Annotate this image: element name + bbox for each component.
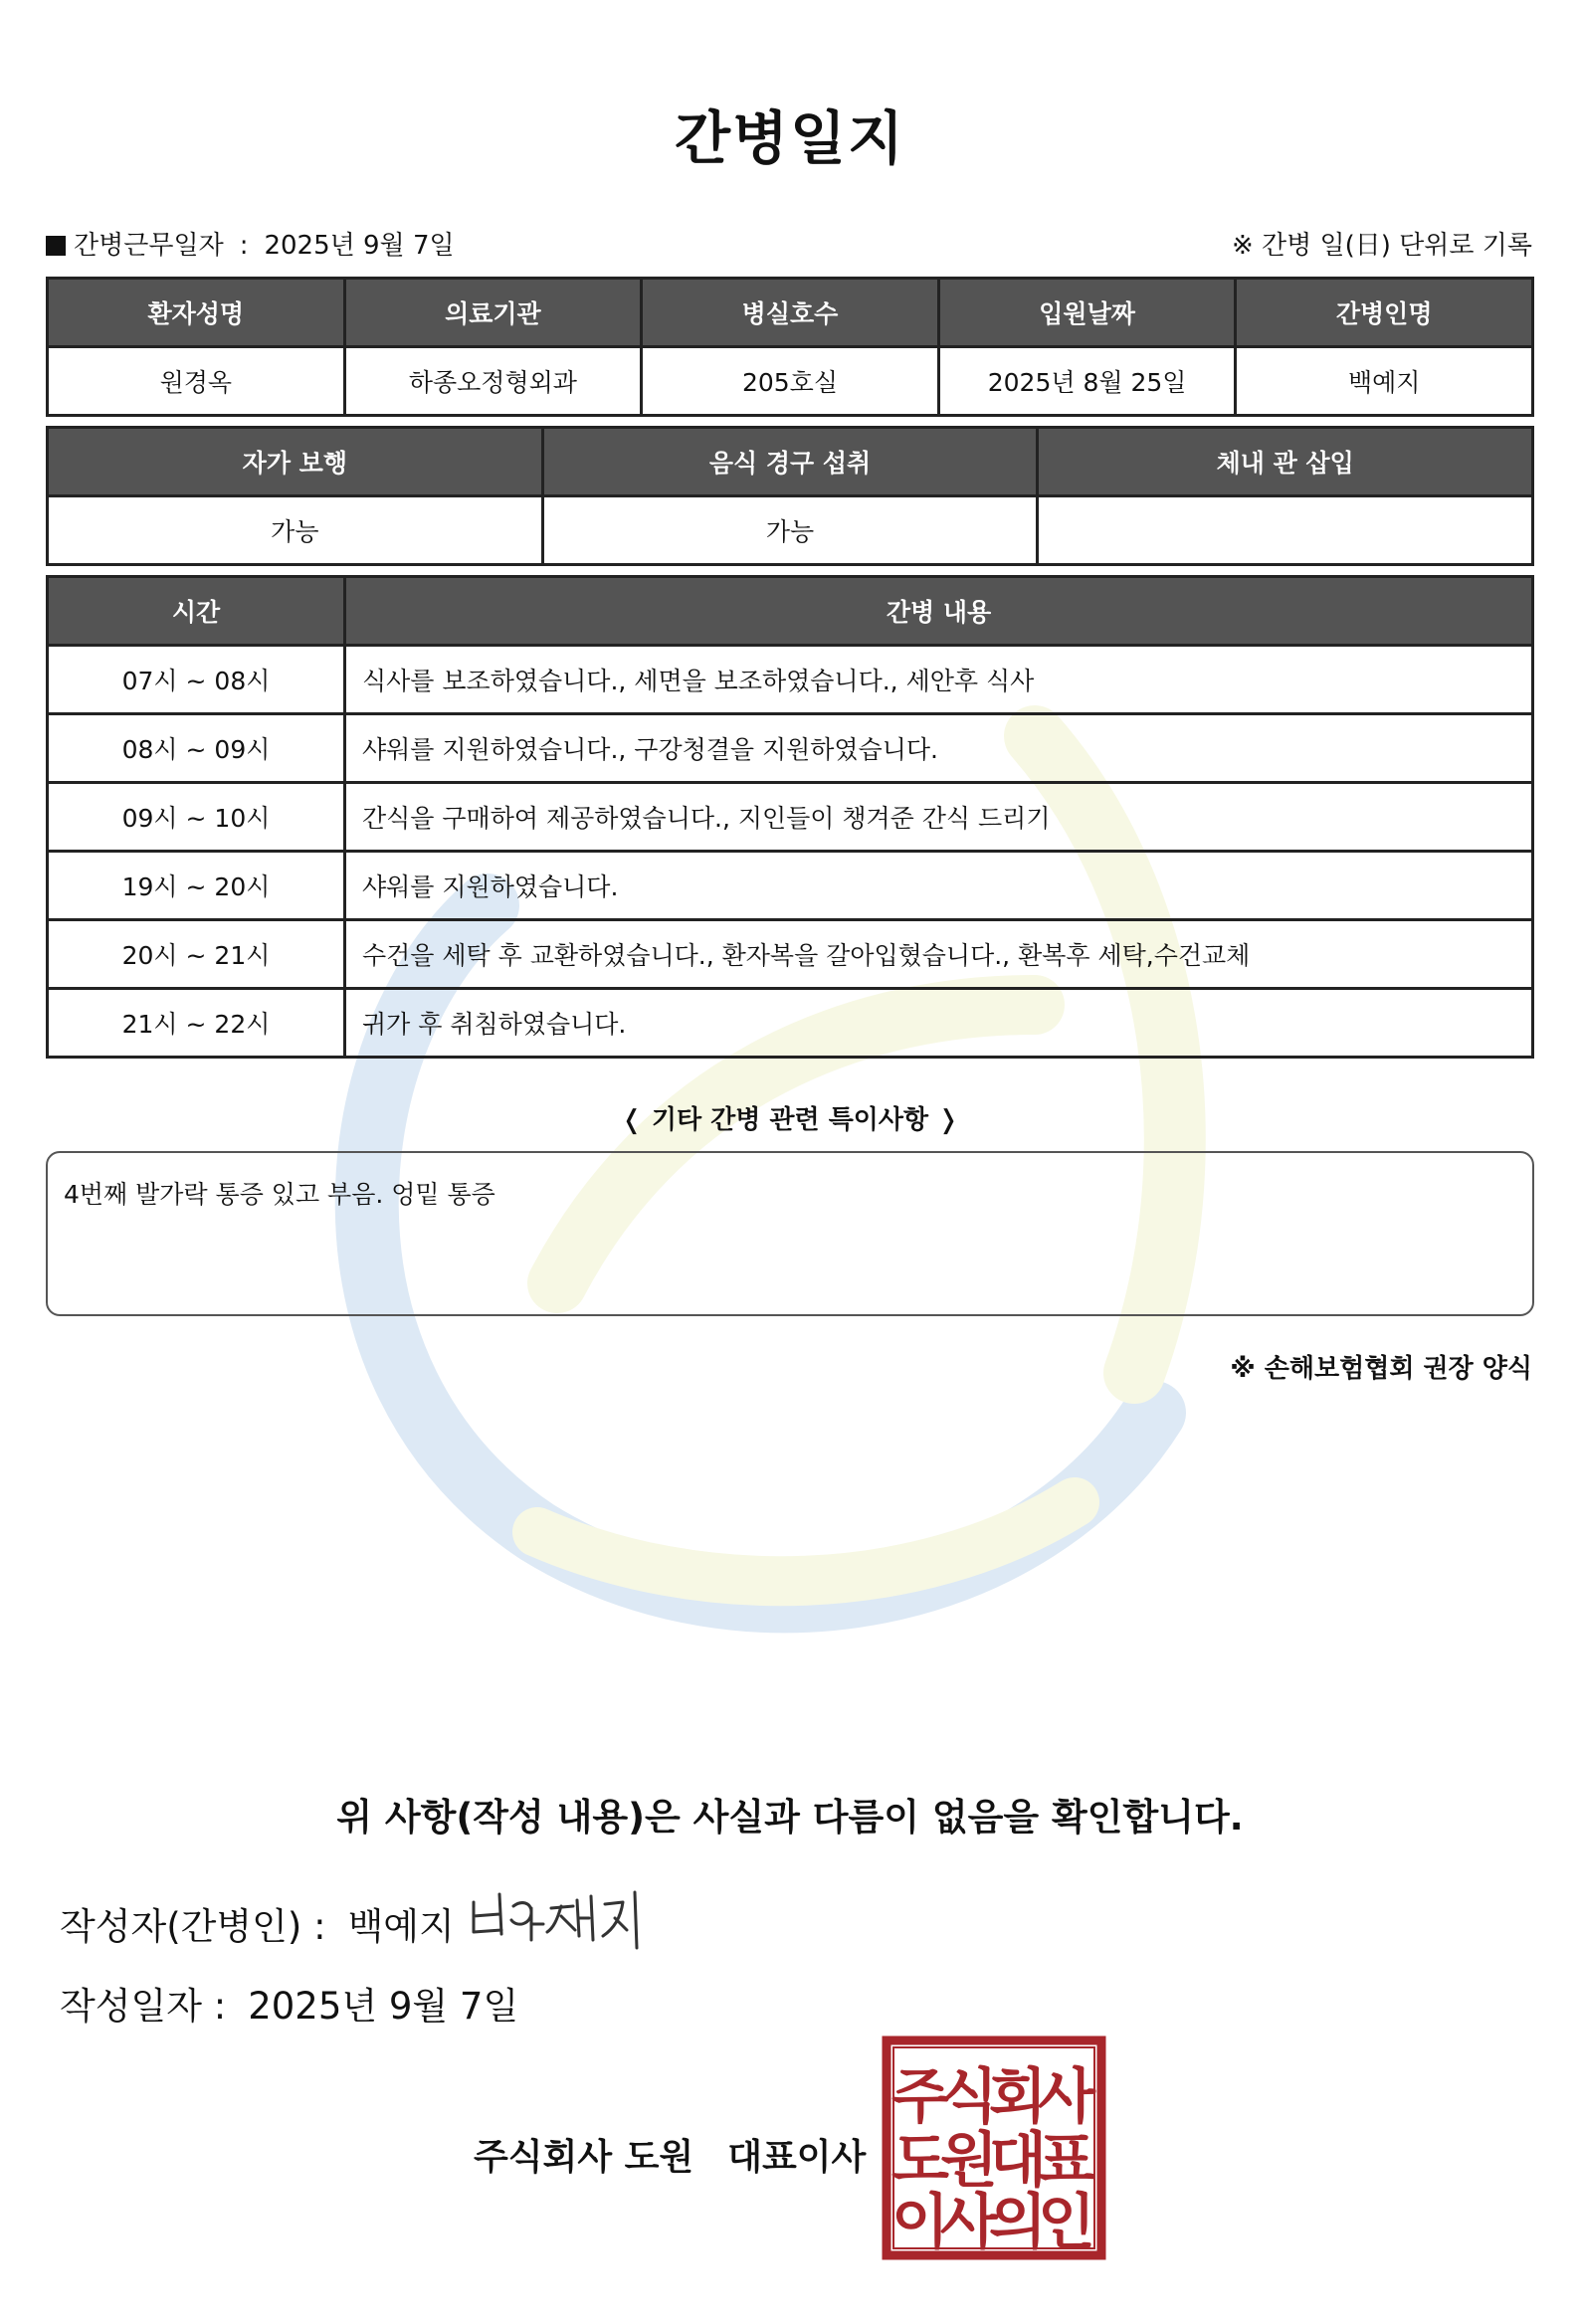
log-content: 귀가 후 취침하였습니다.: [345, 989, 1533, 1058]
svg-text:주: 주: [891, 2062, 949, 2132]
svg-text:도: 도: [891, 2126, 949, 2196]
header-walking: 자가 보행: [48, 428, 543, 496]
header-oral-intake: 음식 경구 섭취: [542, 428, 1038, 496]
log-content: 간식을 구매하여 제공하였습니다., 지인들이 챙겨준 간식 드리기: [345, 783, 1533, 852]
header-tube-insertion: 체내 관 삽입: [1038, 428, 1533, 496]
status-header-row: [48, 428, 1533, 496]
handwritten-signature: [466, 1880, 645, 1960]
log-time: 19시 ~ 20시: [48, 852, 345, 920]
tube-insertion-status: [1038, 496, 1533, 565]
room-number: 205호실: [642, 347, 939, 416]
header-institution: 의료기관: [344, 279, 642, 347]
log-content: 샤워를 지원하였습니다.: [345, 852, 1533, 920]
header-care-content: 간병 내용: [345, 577, 1533, 646]
svg-text:의: 의: [989, 2188, 1047, 2257]
svg-text:원: 원: [940, 2126, 998, 2196]
svg-text:대: 대: [989, 2126, 1047, 2196]
patient-value-row: [48, 347, 1533, 416]
written-date-value: 2025년 9월 7일: [248, 1985, 519, 2028]
written-date-line: [60, 1976, 518, 2030]
unit-note: ※ 간병 일(日) 단위로 기록: [1231, 231, 1532, 261]
log-time: 21시 ~ 22시: [48, 989, 345, 1058]
walking-status: 가능: [48, 496, 543, 565]
log-time: 07시 ~ 08시: [48, 646, 345, 714]
header-time: 시간: [48, 577, 345, 646]
table-row: [48, 989, 1533, 1058]
patient-info-table: [46, 277, 1534, 417]
written-date-label: 작성일자 :: [60, 1985, 227, 2028]
log-header-row: [48, 577, 1533, 646]
work-date-colon: :: [239, 231, 249, 261]
svg-text:표: 표: [1038, 2126, 1095, 2196]
company-line: [474, 2129, 866, 2180]
header-patient-name: 환자성명: [48, 279, 345, 347]
form-source-note: ※ 손해보험협회 권장 양식: [1230, 1354, 1532, 1384]
log-content: 샤워를 지원하였습니다., 구강청결을 지원하였습니다.: [345, 714, 1533, 783]
oral-intake-status: 가능: [542, 496, 1038, 565]
work-date-label: 간병근무일자: [74, 231, 224, 261]
table-row: [48, 646, 1533, 714]
header-room: 병실호수: [642, 279, 939, 347]
svg-text:식: 식: [940, 2062, 998, 2132]
svg-text:인: 인: [1038, 2188, 1095, 2257]
admission-date: 2025년 8월 25일: [938, 347, 1236, 416]
patient-header-row: [48, 279, 1533, 347]
table-row: [48, 714, 1533, 783]
patient-status-table: [46, 426, 1534, 566]
svg-text:사: 사: [1038, 2062, 1095, 2132]
document-title: 간병일지: [674, 104, 906, 172]
confirmation-statement: 위 사항(작성 내용)은 사실과 다름이 없음을 확인합니다.: [336, 1796, 1244, 1839]
log-time: 08시 ~ 09시: [48, 714, 345, 783]
company-name: 주식회사 도원: [474, 2137, 694, 2178]
svg-text:회: 회: [989, 2062, 1047, 2132]
care-log-table: [46, 575, 1534, 1059]
representative-title: 대표이사: [727, 2137, 867, 2178]
work-date-line: [46, 225, 455, 262]
table-row: [48, 783, 1533, 852]
caregiver-name: 백예지: [1236, 347, 1533, 416]
notes-text: 4번째 발가락 통증 있고 부음. 엉밑 통증: [64, 1180, 495, 1209]
log-time: 09시 ~ 10시: [48, 783, 345, 852]
notes-box: [46, 1151, 1534, 1316]
table-row: [48, 852, 1533, 920]
header-caregiver: 간병인명: [1236, 279, 1533, 347]
writer-label: 작성자(간병인) :: [60, 1905, 326, 1948]
svg-text:이: 이: [891, 2188, 949, 2257]
patient-name: 원경옥: [48, 347, 345, 416]
company-seal-stamp: [882, 2035, 1106, 2260]
header-admission-date: 입원날짜: [938, 279, 1236, 347]
writer-line: [60, 1896, 455, 1950]
work-date-value: 2025년 9월 7일: [264, 231, 455, 261]
writer-name: 백예지: [347, 1905, 455, 1948]
log-time: 20시 ~ 21시: [48, 920, 345, 989]
status-value-row: [48, 496, 1533, 565]
svg-text:사: 사: [940, 2188, 998, 2257]
log-content: 수건을 세탁 후 교환하였습니다., 환자복을 갈아입혔습니다., 환복후 세탁,수건교체: [345, 920, 1533, 989]
square-bullet-icon: [46, 236, 66, 256]
log-content: 식사를 보조하였습니다., 세면을 보조하였습니다., 세안후 식사: [345, 646, 1533, 714]
notes-title: ❬ 기타 간병 관련 특이사항 ❭: [621, 1105, 959, 1135]
table-row: [48, 920, 1533, 989]
institution-name: 하종오정형외과: [344, 347, 642, 416]
